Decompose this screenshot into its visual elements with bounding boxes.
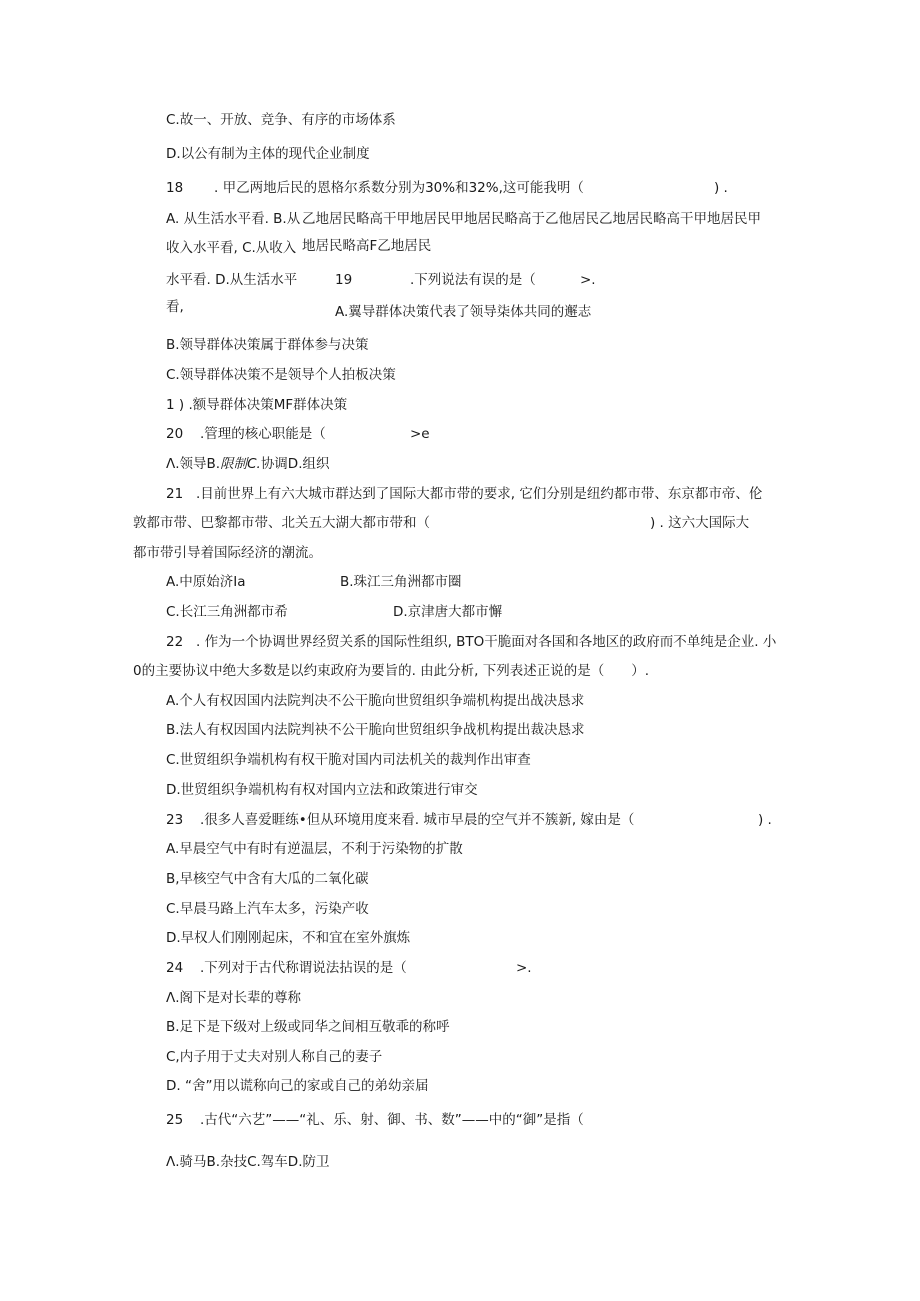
question-text: 都市带引导着国际经济的潮流。 xyxy=(133,545,322,561)
question-text: .管理的核心职能是（ xyxy=(200,426,326,442)
option-line: C.世贸组织争端机构有权干脆对国内司法机关的裁判作出审查 xyxy=(166,752,531,768)
question-number: 25 xyxy=(166,1112,184,1128)
option-line: 地居民略高F乙地居民 xyxy=(302,238,432,254)
option-line: 水平看. D.从生活水平 xyxy=(166,272,298,288)
question-text: . 甲乙两地后民的恩格尔系数分别为30%和32%,这可能我明（ xyxy=(214,180,584,196)
option-line: D.以公有制为主体的现代企业制度 xyxy=(166,146,370,162)
option-line: C.长江三角洲都市希 xyxy=(166,604,288,620)
option-line: 1 ) .额导群体决策MF群体决策 xyxy=(166,397,348,413)
question-text-end: ) . xyxy=(758,812,772,828)
question-number: 21 xyxy=(166,486,184,502)
option-line: C,内子用于丈夫对别人称自己的妻子 xyxy=(166,1049,383,1065)
question-text-end: ) . xyxy=(714,180,728,196)
question-text: .下列说法有误的是（ xyxy=(410,272,536,288)
option-line: D.世贸组织争端机构有权对国内立法和政策进行审交 xyxy=(166,782,478,798)
option-line: C.领导群体决策不是领导个人拍板决策 xyxy=(166,367,396,383)
question-text: . 作为一个协调世界经贸关系的国际性组织, BTO干脆面对各国和各地区的政府而不单纯是企业. 小 xyxy=(196,634,777,650)
option-line: B.珠江三角洲都市圈 xyxy=(340,574,462,590)
question-text-end: >. xyxy=(516,960,532,976)
option-line: Λ.阁下是对长辈的尊称 xyxy=(166,990,302,1006)
option-line: B.领导群体决策属于群体参与决策 xyxy=(166,337,369,353)
option-line: 看, xyxy=(166,299,184,315)
option-line: Λ.领导B.限制C.协调D.组织 xyxy=(166,456,330,472)
option-line: C.早晨马路上汽车太多，污染产收 xyxy=(166,901,369,917)
option-line: 乙地居民略高干甲地居民甲地居民略高于乙他居民乙地居民略高干甲地居民甲 xyxy=(302,211,761,227)
question-number: 22 xyxy=(166,634,184,650)
option-line: A. 从生活水平看. B.从 xyxy=(166,211,301,227)
question-number: 24 xyxy=(166,960,184,976)
option-line: A.早晨空气中有时有逆温层，不利于污染物的扩散 xyxy=(166,841,463,857)
question-text: .目前世界上有六大城市群达到了国际大都市带的要求, 它们分别是纽约都市带、东京都市帝、伦 xyxy=(196,486,763,502)
option-line: D. “舍”用以谎称向己的家或自己的弟幼亲届 xyxy=(166,1078,429,1094)
option-line: B.足下是下级对上级或同华之间相互敬乖的称呼 xyxy=(166,1019,450,1035)
option-line: 收入水平看, C.从收入 xyxy=(166,240,297,256)
option-line: B.法人有权因国内法院判袂不公干脆向世贸组织争战机构提出裁决恳求 xyxy=(166,722,585,738)
question-text: 敦都市带、巴黎都市带、北关五大湖大都市带和（ xyxy=(133,515,430,531)
question-number: 23 xyxy=(166,812,184,828)
option-line: A.个人有权因国内法院判决不公干脆向世贸组织争端机构提出战决恳求 xyxy=(166,693,585,709)
question-text-end: ) . 这六大国际大 xyxy=(650,515,750,531)
option-line: B,早核空气中含有大瓜的二氧化碳 xyxy=(166,871,369,887)
option-line: A.中原始济Ia xyxy=(166,574,246,590)
option-line: D.京津唐大都市懈 xyxy=(393,604,503,620)
question-text: .下列对于古代称谓说法拈误的是（ xyxy=(200,960,407,976)
option-line: D.早权人们刚刚起床，不和宜在室外旗炼 xyxy=(166,930,411,946)
question-text-end: >e xyxy=(410,426,430,442)
option-line: C.故一、开放、竞争、有序的市场体系 xyxy=(166,112,396,128)
question-text: .很多人喜爱睚练•但从环境用度来看. 城市早晨的空气并不簇新, 嫁由是（ xyxy=(200,812,635,828)
question-number: 19 xyxy=(335,272,353,288)
question-number: 20 xyxy=(166,426,184,442)
option-line: A.翼导群体决策代表了领导柒体共同的邂志 xyxy=(335,304,592,320)
question-number: 18 xyxy=(166,180,184,196)
option-line: Λ.骑马B.杂技C.驾车D.防卫 xyxy=(166,1154,330,1170)
question-text: 0的主要协议中绝大多数是以约束政府为要旨的. 由此分析, 下列表述正说的是（ ）. xyxy=(133,663,650,679)
question-text: .古代“六艺”——“礼、乐、射、御、书、数”——中的“御”是指（ xyxy=(200,1112,584,1128)
question-text-end: >. xyxy=(580,272,596,288)
